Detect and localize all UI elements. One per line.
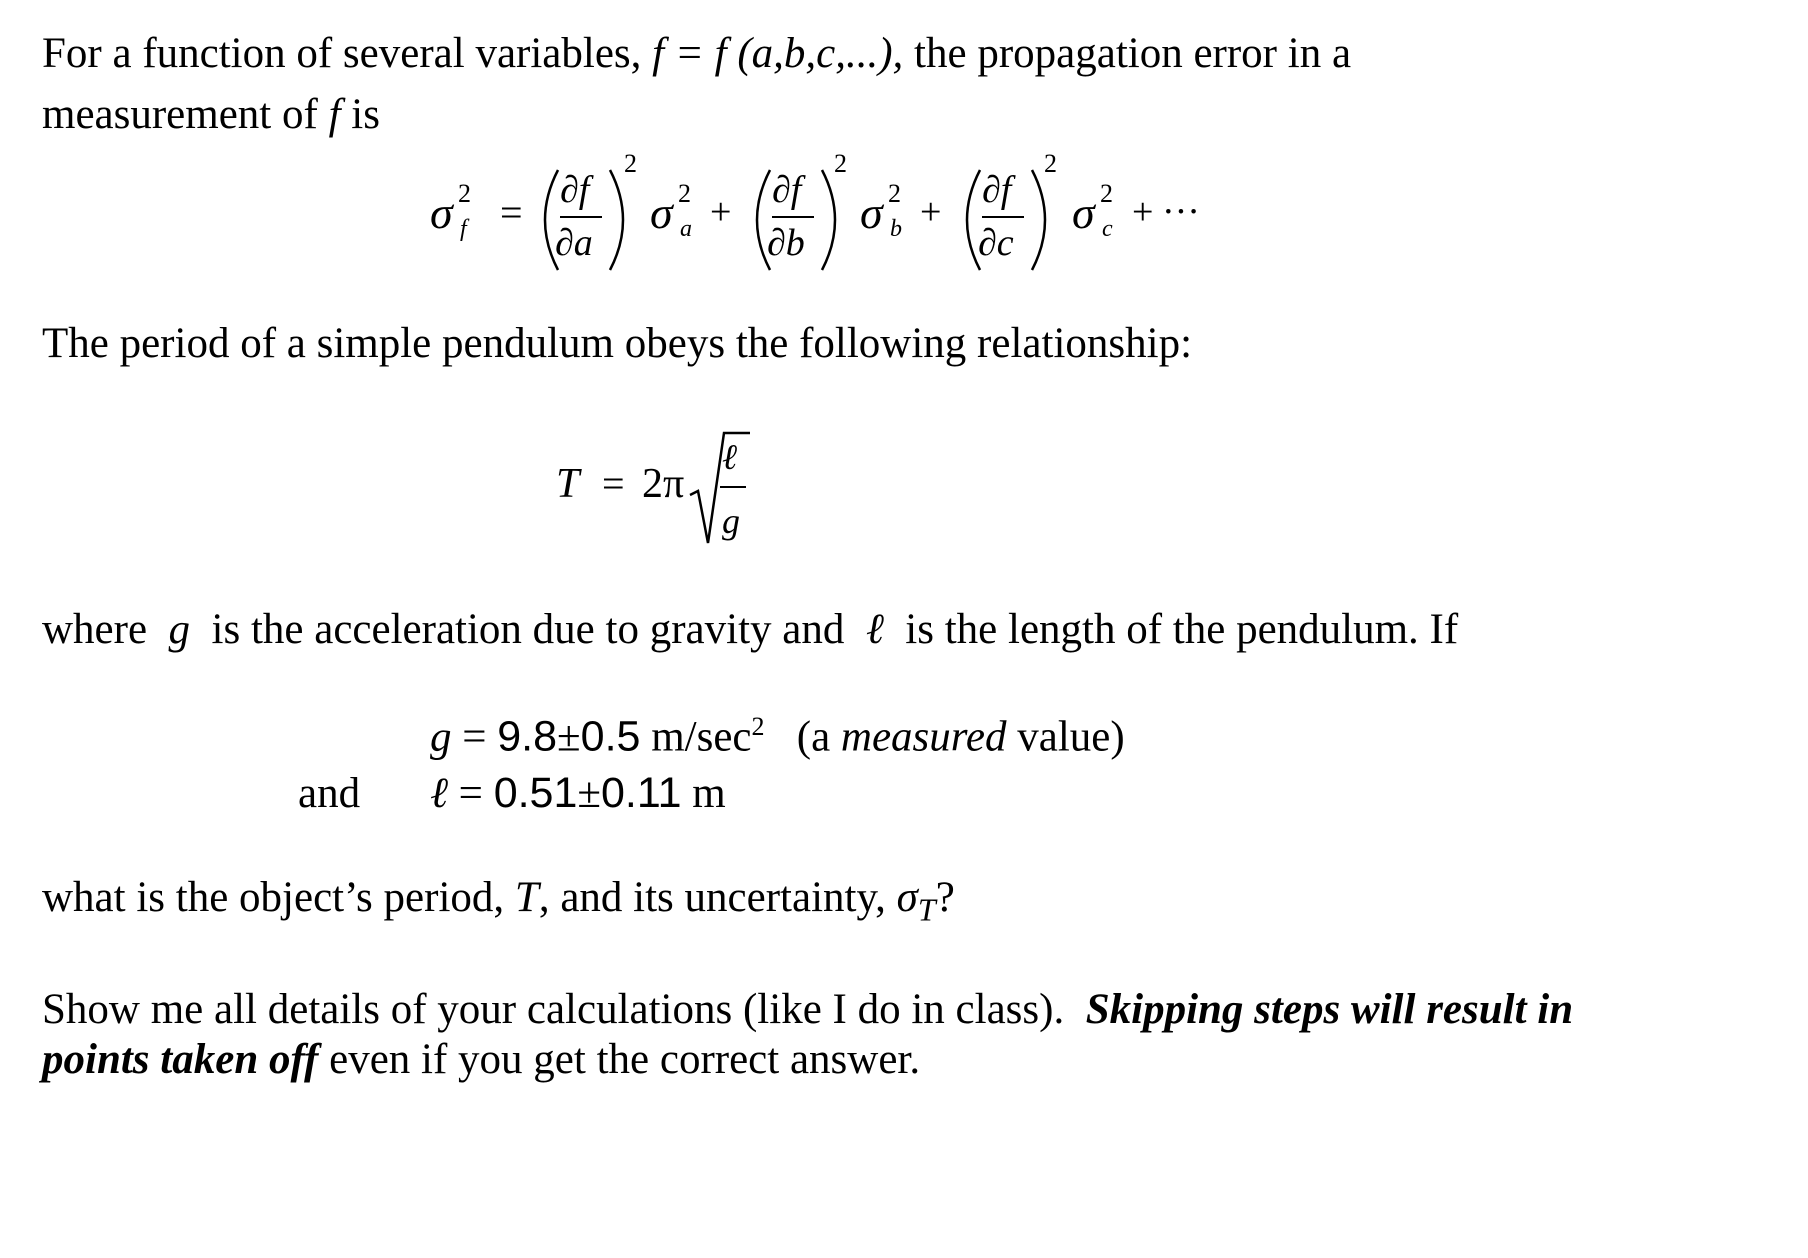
l-equals: = xyxy=(458,770,483,817)
where-text-1: where xyxy=(42,606,148,653)
l-value: 0.51 xyxy=(493,769,578,817)
g-unit-exponent: 2 xyxy=(751,712,765,741)
l-unit: m xyxy=(692,770,726,817)
intro-text-before: For a function of several variables, xyxy=(42,30,642,77)
term-a-numerator: ∂f xyxy=(560,169,590,211)
instructions-bold-2: points taken off xyxy=(42,1036,319,1083)
where-text-2: is the acceleration due to gravity and xyxy=(211,606,845,653)
plus-2: + xyxy=(920,191,942,233)
sigma-a-exp: 2 xyxy=(678,179,691,208)
sigma-c-exp: 2 xyxy=(1100,179,1113,208)
where-l: ℓ xyxy=(865,606,884,653)
term-b-numerator: ∂f xyxy=(772,169,802,211)
intro-text-after: the propagation error in a xyxy=(914,30,1352,77)
pendulum-coefficient: 2π xyxy=(642,461,685,507)
sigma-a: σ xyxy=(650,187,673,238)
pendulum-T: T xyxy=(556,461,580,507)
sigma-c: σ xyxy=(1072,187,1095,238)
question-text-1: what is the object’s period, xyxy=(42,874,505,921)
term-b-exp: 2 xyxy=(834,149,847,178)
sigma-f-exp: 2 xyxy=(458,179,471,208)
sigma-f: σ xyxy=(430,187,453,238)
intro-line2-var: f xyxy=(328,91,341,138)
instructions-normal-2: even if you get the correct answer. xyxy=(329,1036,921,1083)
g-value-line xyxy=(430,712,1125,761)
g-equals: = xyxy=(462,713,487,761)
question-sigma: σ xyxy=(896,874,918,921)
instructions-line-2 xyxy=(42,1038,920,1081)
ellipsis: ··· xyxy=(1162,191,1200,233)
intro-line2-end: is xyxy=(351,91,380,138)
where-line xyxy=(42,608,1458,651)
where-g: g xyxy=(168,606,191,653)
l-pm: ± xyxy=(577,770,601,817)
g-uncertainty: 0.5 xyxy=(580,712,641,761)
g-pm: ± xyxy=(557,713,581,761)
instructions-bold-1: Skipping steps will result in xyxy=(1085,986,1574,1033)
plus-3: + xyxy=(1132,191,1154,233)
instructions-normal: Show me all details of your calculations (like I do in class). xyxy=(42,986,1065,1033)
term-c-numerator: ∂f xyxy=(982,169,1012,211)
question-text-3: ? xyxy=(935,874,955,921)
g-value: 9.8 xyxy=(497,712,558,761)
question-line xyxy=(42,876,955,926)
sigma-b-exp: 2 xyxy=(888,179,901,208)
function-expression: f = f (a,b,c,...), xyxy=(652,30,904,77)
intro-line-1 xyxy=(42,32,1351,75)
intro-line2-text: measurement of xyxy=(42,91,318,138)
pendulum-formula xyxy=(550,425,790,555)
sigma-a-sub: a xyxy=(680,216,692,242)
instructions-line-1 xyxy=(42,988,1573,1031)
paren-right-a xyxy=(610,170,623,270)
note-measured: measured xyxy=(840,713,1007,761)
l-variable: ℓ xyxy=(430,770,448,817)
formula-equals: = xyxy=(500,190,523,235)
note-close: value) xyxy=(1017,713,1125,761)
question-text-2: , and its uncertainty, xyxy=(538,874,886,921)
term-a-exp: 2 xyxy=(624,149,637,178)
g-variable: g xyxy=(430,713,452,761)
question-T: T xyxy=(514,874,539,921)
term-a-denominator: ∂a xyxy=(555,222,593,264)
paren-right-b xyxy=(822,170,835,270)
term-c-denominator: ∂c xyxy=(978,222,1014,264)
sigma-f-sub: f xyxy=(460,216,467,242)
term-c-exp: 2 xyxy=(1044,149,1057,178)
term-b-denominator: ∂b xyxy=(767,222,805,264)
g-unit: m/sec xyxy=(651,713,752,761)
sigma-b-sub: b xyxy=(890,216,902,242)
paren-right-c xyxy=(1032,170,1045,270)
pendulum-intro: The period of a simple pendulum obeys the following relationship: xyxy=(42,320,1193,367)
question-sigma-sub: T xyxy=(917,891,936,928)
note-open: (a xyxy=(796,713,831,761)
where-text-3: is the length of the pendulum. If xyxy=(905,606,1459,653)
l-uncertainty: 0.11 xyxy=(601,769,682,817)
sigma-b: σ xyxy=(860,187,883,238)
pendulum-equals: = xyxy=(602,461,625,506)
l-value-line xyxy=(430,769,726,817)
plus-1: + xyxy=(710,191,732,233)
error-propagation-formula xyxy=(420,140,1220,280)
pendulum-numerator: ℓ xyxy=(722,437,737,477)
sigma-c-sub: c xyxy=(1102,216,1113,242)
intro-line-2 xyxy=(42,93,380,136)
and-label: and xyxy=(298,770,361,817)
pendulum-denominator: g xyxy=(722,501,740,541)
